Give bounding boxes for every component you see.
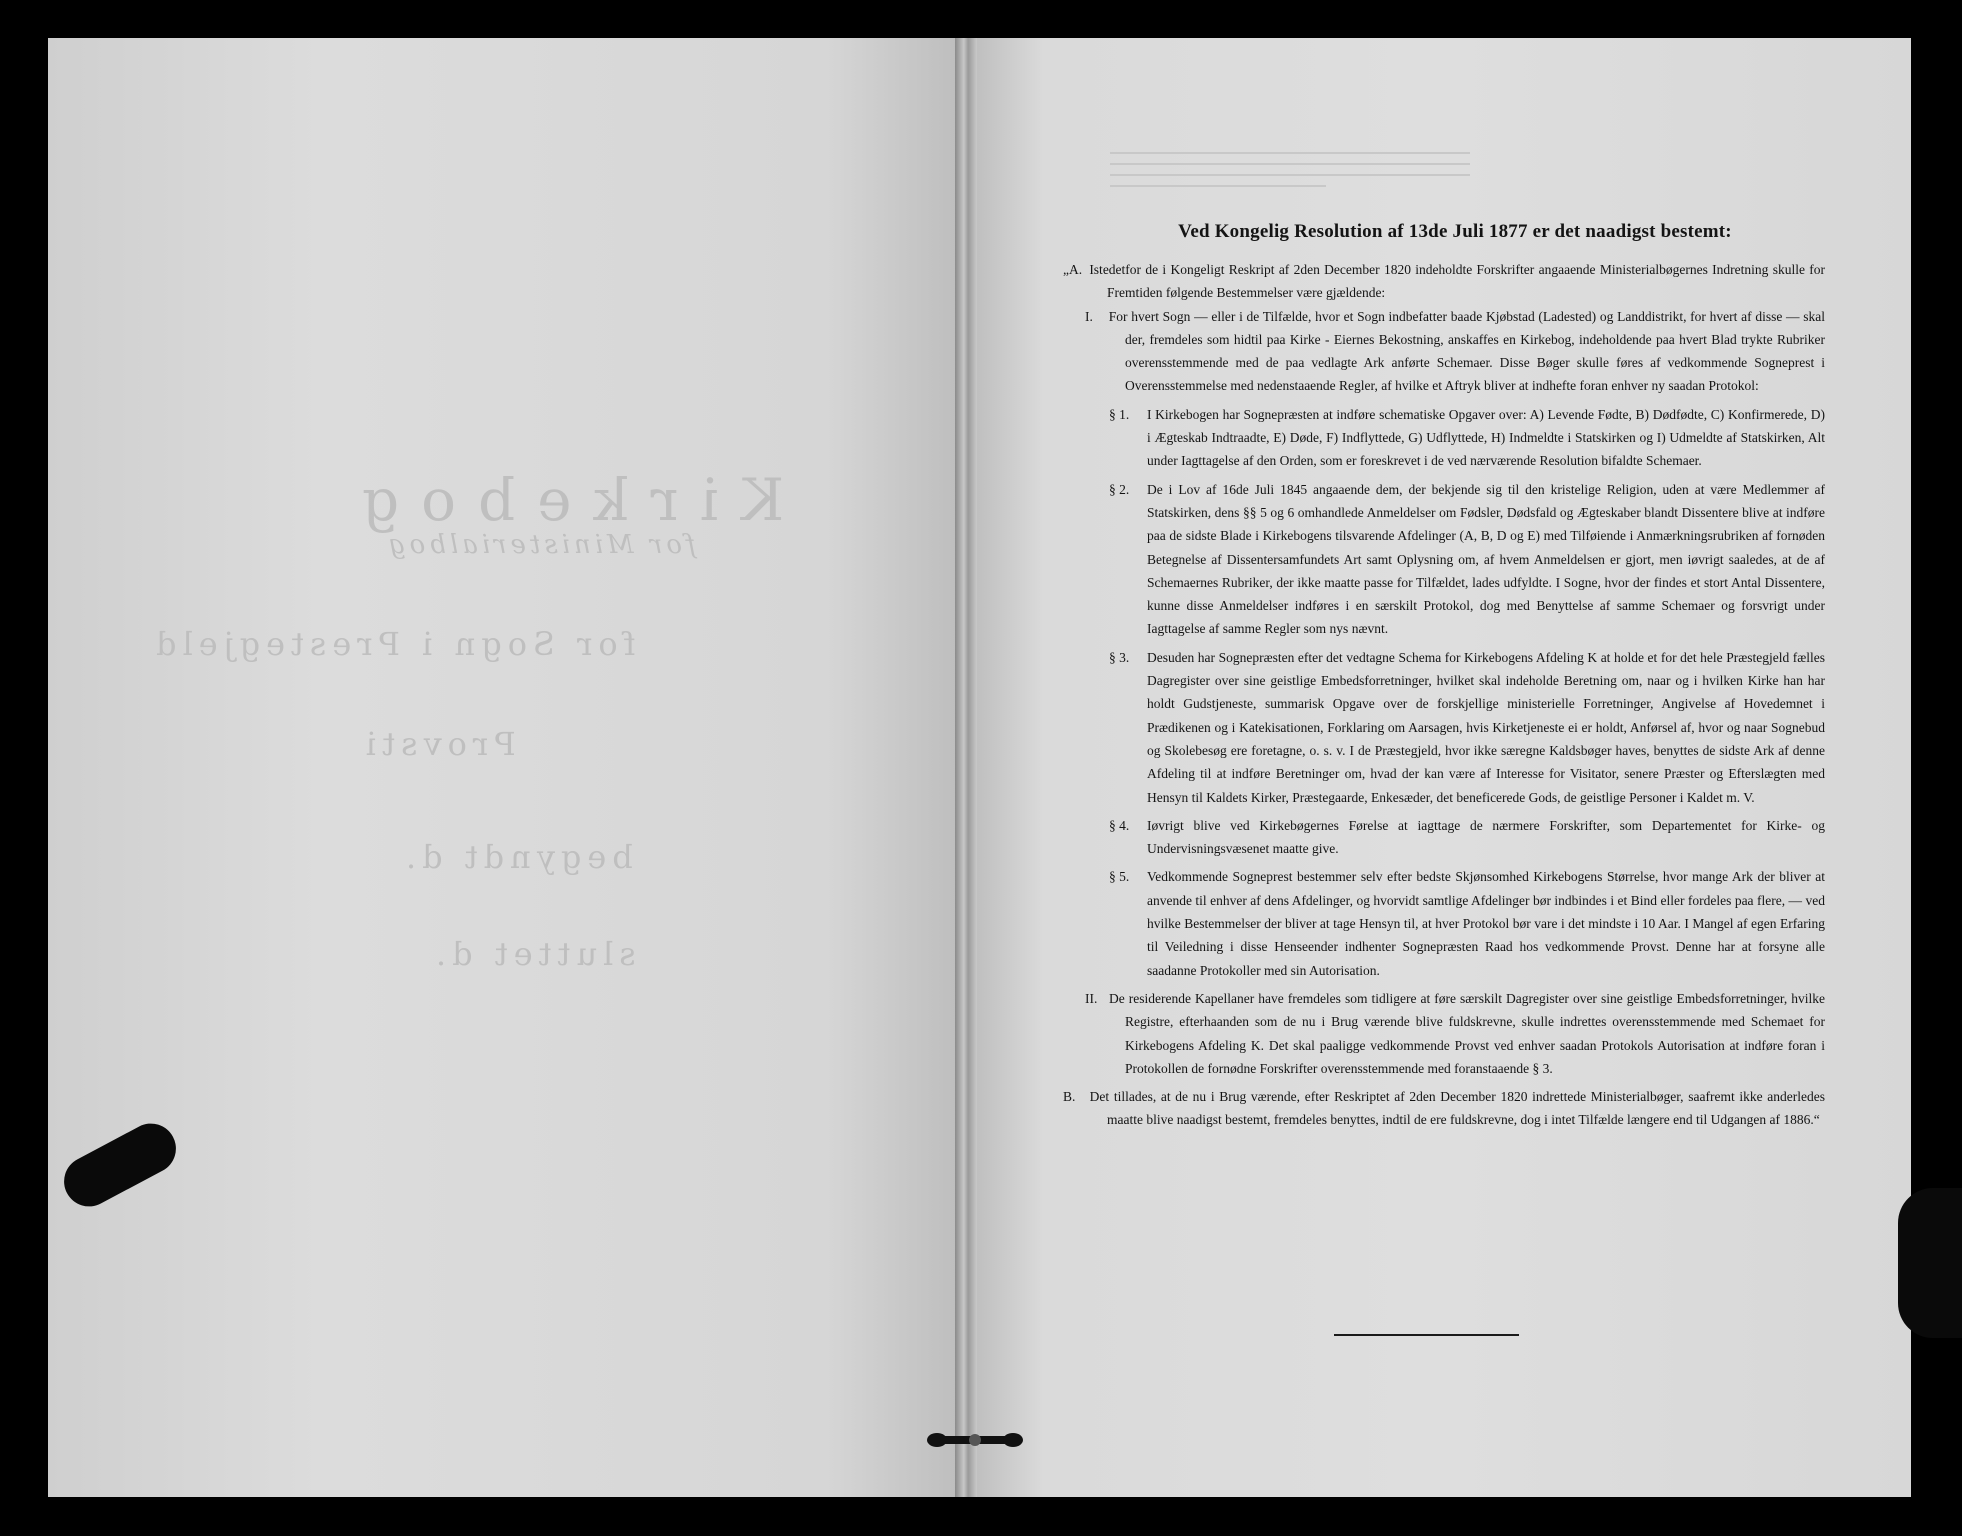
closing-rule: [1334, 1334, 1519, 1336]
section-b: [1085, 1085, 1825, 1132]
document-title: Ved Kongelig Resolution af 13de Juli 1877 er det naadigst bestemt:: [1178, 221, 1732, 242]
book-spine: [955, 38, 977, 1497]
left-page: [48, 38, 963, 1497]
paragraph-1-number: § 1.: [1109, 406, 1130, 422]
paragraph-2-number: § 2.: [1109, 481, 1130, 497]
ghost-line-2: Provsti: [360, 725, 516, 763]
section-ii: II. De residerende Kapellaner have fremdeles som tidligere at føre særskilt Dagregister over sine geistlige Embedsforretninger, hvilke Registre, efterhaanden som de nu i Brug værende blive fuldskrevne, skulle indrettes overensstemmende med Schemaet for Kirkebogens Afdeling K. Det skal paaligge vedkommende Provst ved enhver saadan Protokols Autorisation at indføre foran i Protokollen de fornødne Forskrifter overensstemmende med foranstaaende § 3.: [1085, 990, 1825, 1076]
section-a-text: Istedetfor de i Kongeligt Reskript af 2den December 1820 indeholdte Forskrifter angaaende Ministerialbøgernes Indretning skulle for Fremtiden følgende Bestemmelser være gjældende:: [1089, 262, 1825, 301]
paragraph-3-text: Desuden har Sognepræsten efter det vedtagne Schema for Kirkebogens Afdeling K at holde et for det hele Præstegjeld fælles Dagregister over sine geistlige Embedsforretninger, hvilket skal indeholde Beretning om, naar og i hvilken Kirke han har holdt Gudstjeneste, summarisk Opgave over de forskjellige ministerielle Forretninger, Angivelse af Hovedemnet i Prædikenen og i Katekisationen, Forklaring om Aarsagen, hvis Kirketjeneste ei er holdt, Anførsel af, hvor og naar Sognebud og Skolebesøg ere foretagne, o. s. v. I de Præstegjeld, hvor ikke særegne Kaldsbøger haves, benyttes de sidste Ark af denne Afdeling til at indføre Beretninger om, hvad der kan være af Interesse for Visitator, senere Præster og Efterslægten med Hensyn til Kaldets Kirker, Præstegaarde, Enkesæder, det beneficerede Gods, de geistlige Personer i Kaldet m. V.: [1147, 649, 1825, 805]
ghost-line-1: for Sogn i Prestegjeld: [150, 625, 636, 663]
scanner-clip-right: [1898, 1188, 1962, 1338]
paragraph-3-number: § 3.: [1109, 649, 1130, 665]
paragraph-4: [1085, 814, 1825, 861]
faint-show-through-lines: [1110, 152, 1470, 198]
paragraph-5: [1085, 865, 1825, 981]
paragraph-1: [1085, 403, 1825, 473]
section-b-text: Det tillades, at de nu i Brug værende, efter Reskriptet af 2den December 1820 indrettede Ministerialbøger, saafremt ikke anderledes maatte blive naadigst bestemt, fremdeles benyttes, indtil de ere fuldskrevne, dog i intet Tilfælde længere end til Udgangen af 1886.“: [1089, 1089, 1825, 1128]
paragraph-3: [1085, 646, 1825, 809]
paragraph-4-text: Iøvrigt blive ved Kirkebøgernes Førelse at iagttage de nærmere Forskrifter, som Departementet for Kirke- og Undervisningsvæsenet maatte give.: [1147, 817, 1825, 857]
paragraph-5-text: Vedkommende Sogneprest bestemmer selv efter bedste Skjønsomhed Kirkebogens Størrelse, hvor mange Ark der bliver at anvende til enhver af dens Afdelinger, og hvorvidt samtlige Afdelinger bør indbindes i et Bind eller fordeles paa flere, — ved hvilke Bestemmelser der bliver at tage Hensyn til, at hver Protokol bør vare i det mindste i 10 Aar. I Mangel af egen Erfaring til Veiledning i disse Henseender indhenter Sognepræsten Raad hos vedkommende Provst. Denne har at forsyne alle saadanne Protokoller med sin Autorisation.: [1147, 869, 1825, 978]
paragraph-2: [1085, 478, 1825, 641]
paragraph-2-text: De i Lov af 16de Juli 1845 angaaende dem, der bekjende sig til den kristelige Religion, uden at være Medlemmer af Statskirken, dens §§ 5 og 6 omhandlede Anmeldelser om Fødsler, Dødsfald og Ægteskaber blandt Dissentere blive at indføre paa de sidste Blade i Kirkebogens tilsvarende Afdelinger (A, B, D og E) med Tilføiende i Anmærkningsrubriken af fornøden Betegnelse af Dissentersamfundets Art samt Oplysning om, af hvem Anmeldelsen er gjort, men iøvrigt saaledes, at de af Schemaernes Rubriker, der ikke maatte passe for Tilfældet, lades udfyldte. I Sogne, hvor der findes et stort Antal Dissentere, kunne disse Anmeldelser indføres i en særskilt Protokol, dog med Benyttelse af samme Schemaer og forsvrigt under Iagttagelse af samme Regler som nys nævnt.: [1147, 481, 1825, 637]
paragraph-5-number: § 5.: [1109, 869, 1130, 885]
ghost-line-3: begyndt d.: [400, 838, 633, 876]
paragraph-4-number: § 4.: [1109, 817, 1130, 833]
ghost-subtitle: for Ministerialbog: [385, 530, 696, 560]
paragraph-1-text: I Kirkebogen har Sognepræsten at indføre schematiske Opgaver over: A) Levende Fødte, B) Dødfødte, C) Konfirmerede, D) i Ægteskab Indtraadte, E) Døde, F) Indflyttede, G) Udflyttede, H) Indmeldte i Statskirken og I) Udmeldte af Statskirken, Alt under Iagttagelse af den Orden, som er foreskrevet i de ved nærværende Resolution bifaldte Schemaer.: [1147, 406, 1825, 469]
section-a: [1085, 258, 1825, 305]
section-ii-text: De residerende Kapellaner have fremdeles som tidligere at føre særskilt Dagregister over sine geistlige Embedsforretninger, hvilke Registre, efterhaanden som de nu i Brug værende blive fuldskrevne, skulle indrettes overensstemmende med Schemaet for Kirkebogens Afdeling K. Det skal paaligge vedkommende Provst ved enhver saadan Protokols Autorisation at indføre foran i Protokollen de fornødne Forskrifter overensstemmende med foranstaaende § 3.: [1109, 990, 1825, 1076]
section-i: I. For hvert Sogn — eller i de Tilfælde, hvor et Sogn indbefatter baade Kjøbstad (Ladested) og Landdistrikt, for hvert af disse — skal der, fremdeles som hidtil paa Kirke - Eiernes Bekostning, anskaffes en Kirkebog, indeholdende paa hvert Blad trykte Rubriker overensstemmende med de paa vedlagte Ark anførte Schemaer. Disse Bøger skulle føres af vedkommende Sogneprest i Overensstemmelse med nedenstaaende Regler, af hvilke et Aftryk bliver at indhefte foran enhver ny saadan Protokol:: [1085, 308, 1826, 394]
section-i-text: For hvert Sogn — eller i de Tilfælde, hvor et Sogn indbefatter baade Kjøbstad (Ladested) og Landdistrikt, for hvert af disse — skal der, fremdeles som hidtil paa Kirke - Eiernes Bekostning, anskaffes en Kirkebog, indeholdende paa hvert Blad trykte Rubriker overensstemmende med de paa vedlagte Ark anførte Schemaer. Disse Bøger skulle føres af vedkommende Sogneprest i Overensstemmelse med nedenstaaende Regler, af hvilke et Aftryk bliver at indhefte foran enhver ny saadan Protokol:: [1108, 308, 1826, 394]
ghost-line-4: sluttet d.: [430, 935, 636, 973]
resolution-text: [1085, 212, 1825, 1132]
ghost-title: Kirkebog: [340, 466, 785, 534]
binding-clip-icon: [925, 1425, 1025, 1455]
